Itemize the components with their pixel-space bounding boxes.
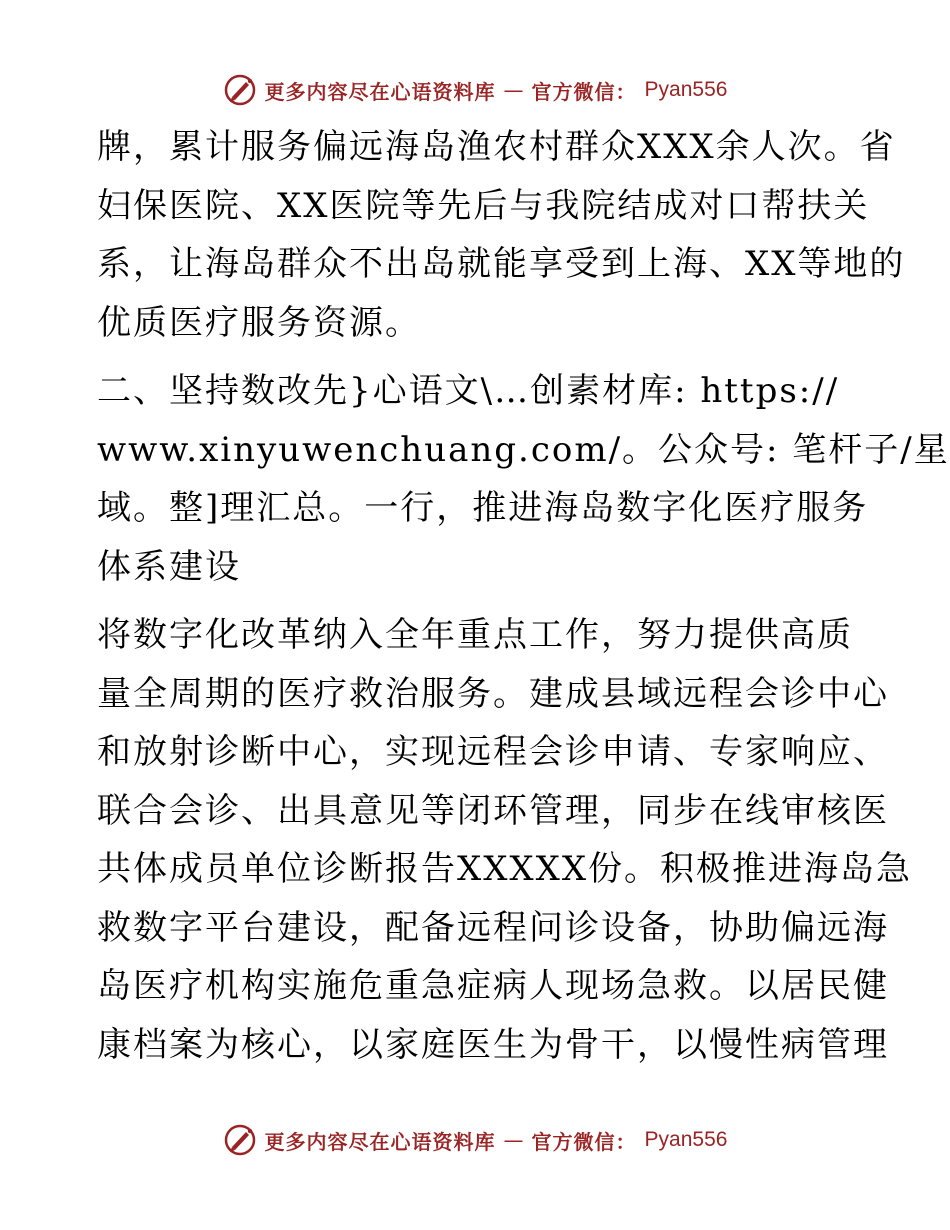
- banner-contact-id: Pyan556: [644, 78, 728, 101]
- pen-logo-icon: [223, 1123, 257, 1157]
- banner-contact-id: Pyan556: [644, 1128, 728, 1151]
- header-banner: [0, 68, 950, 112]
- text-line: 救数字平台建设，配备远程问诊设备，协助偏远海: [97, 907, 889, 948]
- banner-contact-label: 官方微信：: [531, 79, 637, 104]
- text-line: 将数字化改革纳入全年重点工作，努力提供高质: [97, 615, 853, 655]
- text-line: 共体成员单位诊断报告XXXXX份。积极推进海岛急: [97, 849, 913, 889]
- banner-dash: —: [503, 78, 524, 102]
- paragraph-1: [97, 118, 906, 352]
- footer-banner: [0, 1118, 950, 1162]
- text-line: 康档案为核心，以家庭医生为骨干，以慢性病管理: [97, 1024, 889, 1065]
- text-line: 岛医疗机构实施危重急症病人现场急救。以居民健: [97, 966, 889, 1006]
- document-body: [97, 118, 950, 1074]
- text-line: 二、坚持数改先}心语文\…创素材库: https://: [97, 371, 840, 411]
- text-line: www.xinyuwenchuang.com/。公众号: 笔杆子/星: [97, 429, 950, 470]
- text-line: 量全周期的医疗救治服务。建成县域远程会诊中心: [97, 673, 889, 714]
- text-line: 优质医疗服务资源。: [97, 302, 421, 343]
- pen-logo-icon: [223, 73, 257, 107]
- text-line: 域。整]理汇总。一行，推进海岛数字化医疗服务: [97, 488, 869, 528]
- banner-contact-label: 官方微信：: [531, 1129, 637, 1154]
- text-line: 妇保医院、XX医院等先后与我院结成对口帮扶关: [97, 185, 870, 226]
- text-line: 联合会诊、出具意见等闭环管理，同步在线审核医: [97, 790, 889, 831]
- banner-dash: —: [503, 1128, 524, 1152]
- text-line: 和放射诊断中心，实现远程会诊申请、专家响应、: [97, 732, 889, 772]
- text-line: 体系建设: [97, 546, 241, 587]
- banner-text: 更多内容尽在心语资料库: [264, 1129, 496, 1154]
- banner-text: 更多内容尽在心语资料库: [264, 79, 496, 104]
- paragraph-2: [97, 362, 950, 596]
- paragraph-3: [97, 606, 913, 1074]
- text-line: 牌，累计服务偏远海岛渔农村群众XXX余人次。省: [97, 127, 896, 167]
- text-line: 系，让海岛群众不出岛就能享受到上海、XX等地的: [97, 244, 906, 284]
